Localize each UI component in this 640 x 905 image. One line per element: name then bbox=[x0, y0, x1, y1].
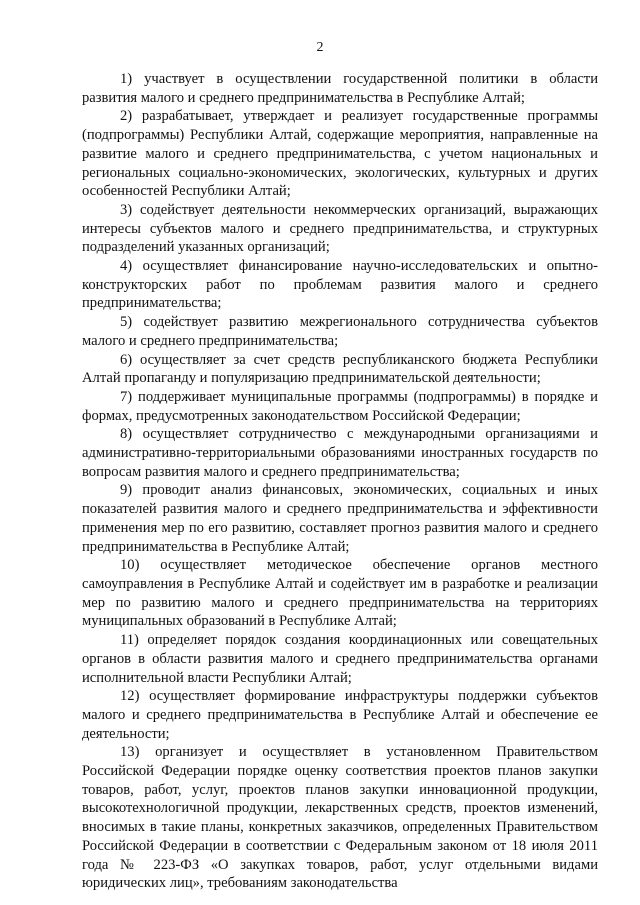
paragraph-item-2: 2) разрабатывает, утверждает и реализует государственные программы (подпрограммы) Республики Алтай, содержащие мероприятия, направленные на развитие малого и среднего предпринимательства, с учетом национальных и региональных социально-экономических, экологических, культурных и других особенностей Республики Алтай; bbox=[82, 108, 598, 200]
paragraph-item-9: 9) проводит анализ финансовых, экономических, социальных и иных показателей развития малого и среднего предпринимательства и эффективности применения мер по его развитию, составляет прогноз развития малого и среднего предпринимательства в Республике Алтай; bbox=[82, 482, 598, 555]
paragraph-item-5: 5) содействует развитию межрегионального сотрудничества субъектов малого и среднего предпринимательства; bbox=[82, 314, 598, 349]
paragraph-item-8: 8) осуществляет сотрудничество с международными организациями и административно-территориальными образованиями иностранных государств по вопросам развития малого и среднего предпринимательства; bbox=[82, 426, 598, 480]
paragraph-item-7: 7) поддерживает муниципальные программы (подпрограммы) в порядке и формах, предусмотренных законодательством Российской Федерации; bbox=[82, 388, 598, 424]
document-body bbox=[82, 70, 598, 893]
paragraph-item-10: 10) осуществляет методическое обеспечение органов местного самоуправления в Республике Алтай и содействует им в разработке и реализации мер по развитию малого и среднего предпринимательства на территориях муниципальных образований в Республике Алтай; bbox=[82, 557, 598, 630]
paragraph-item-3: 3) содействует деятельности некоммерческих организаций, выражающих интересы субъектов малого и среднего предпринимательства, и структурных подразделений указанных организаций; bbox=[82, 201, 598, 256]
paragraph-item-11: 11) определяет порядок создания координационных или совещательных органов в области развития малого и среднего предпринимательства органами исполнительной власти Республики Алтай; bbox=[82, 632, 598, 686]
paragraph-item-12: 12) осуществляет формирование инфраструктуры поддержки субъектов малого и среднего предпринимательства в Республике Алтай и обеспечение ее деятельности; bbox=[82, 688, 598, 742]
paragraph-item-1: 1) участвует в осуществлении государственной политики в области развития малого и среднего предпринимательства в Республике Алтай; bbox=[82, 71, 598, 106]
page-number: 2 bbox=[316, 40, 324, 55]
paragraph-item-4: 4) осуществляет финансирование научно-исследовательских и опытно-конструкторских работ по проблемам развития малого и среднего предпринимательства; bbox=[82, 258, 598, 312]
paragraph-item-13: 13) организует и осуществляет в установленном Правительством Российской Федерации порядке оценку соответствия проектов планов закупки товаров, работ, услуг, проектов планов закупки инновационной продукции, высокотехнологичной продукции, лекарственных средств, проектов изменений, вносимых в такие планы, конкретных заказчиков, определенных Правительством Российской Федерации в соответствии с Федеральным законом от 18 июля 2011 года № 223-ФЗ «О закупках товаров, работ, услуг отдельными видами юридических лиц», требованиям законодательства bbox=[82, 744, 598, 892]
paragraph-item-6: 6) осуществляет за счет средств республиканского бюджета Республики Алтай пропаганду и популяризацию предпринимательской деятельности; bbox=[82, 351, 598, 387]
